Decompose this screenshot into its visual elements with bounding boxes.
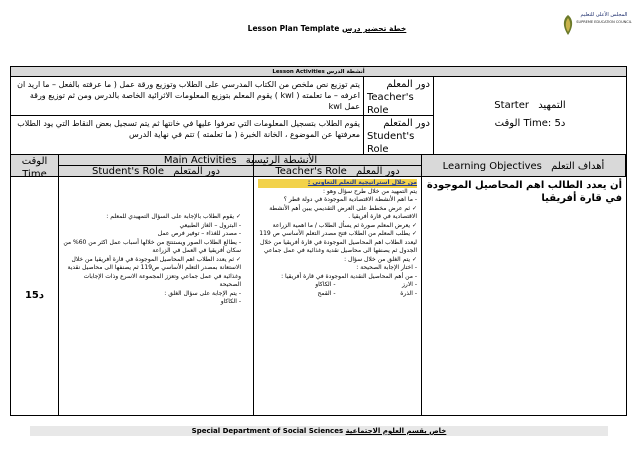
student-item: - يتم الإجابة على سؤال الغلق : bbox=[164, 289, 241, 297]
title-en: Lesson Plan Template bbox=[247, 24, 340, 33]
starter-teacher-role-en: Teacher's Role bbox=[367, 92, 414, 116]
starter-time-value: 5د bbox=[554, 118, 566, 129]
starter-time bbox=[434, 117, 626, 130]
strategy-label: من خلال استراتيجية التعلم التعاوني : bbox=[258, 179, 417, 188]
footer-text-ar: خاص بقسم العلوم الاجتماعية bbox=[345, 427, 447, 435]
main-header-row bbox=[11, 155, 626, 177]
activities-label: Lesson Activities أنشطة الدرس bbox=[272, 69, 365, 75]
activities-header-row bbox=[11, 67, 626, 77]
student-role-header-en: Student's Role bbox=[92, 166, 165, 176]
starter-role-labels bbox=[364, 77, 434, 154]
time-header bbox=[11, 155, 59, 176]
main-activities-header bbox=[59, 155, 422, 166]
objective-cell bbox=[422, 177, 626, 415]
student-item: ✓ ثم يعدد الطلاب اهم المحاصيل الموجودة في قارة أفريقيا من خلال الاستعانة بمصدر التعلم الأساسي ص119 ثم يصنفها الى محاصيل نقدية وغذائية في عمل جماعي وتعزز المجموعة الاسرع وذات الإجابات الصحيحة bbox=[67, 255, 241, 288]
student-item: - الكاكاو bbox=[220, 298, 241, 305]
starter-time-label: الوقت Time: bbox=[494, 118, 552, 129]
teacher-role-header-en: Teacher's Role bbox=[275, 166, 347, 176]
starter-content bbox=[11, 77, 364, 154]
student-item: - مصدر للغذاء – توفير فرص عمل bbox=[157, 230, 241, 237]
teacher-role-header-ar: دور المعلم bbox=[355, 166, 400, 176]
time-cell bbox=[11, 177, 59, 415]
starter-label-ar: التمهيد bbox=[538, 100, 566, 111]
student-item: - يطالع الطلاب الصور ويستنتج من خلالها أسباب عمل اكثر من 60% من سكان أفريقيا في العمل في الزراعة bbox=[63, 238, 241, 254]
objectives-header bbox=[422, 155, 626, 176]
logo-icon bbox=[560, 14, 576, 36]
starter-teacher-role bbox=[364, 77, 433, 116]
starter-student-text: يقوم الطلاب بتسجيل المعلومات التي تعرفوا عليها في خانتها ثم يتم تسجيل بعض النقاط التي يود الطلاب معرفتها عن الموضوع ، الخانة الخبرة ( ما تعلمته ) تتم في نهاية الدرس bbox=[17, 119, 360, 139]
footer bbox=[30, 426, 608, 436]
starter-student-role bbox=[364, 116, 433, 154]
teacher-line: ✓ يطلب المعلم من الطلاب فتح مصدر التعلم الأساسي ص 119 ليعدد الطلاب اهم المحاصيل الموجودة في قارة أفريقيا من خلال الجدول ثم يصنفها الى محاصيل نقدية وغذائية في عمل جماعي bbox=[259, 230, 417, 254]
starter-label bbox=[434, 99, 626, 112]
answer-options bbox=[258, 281, 417, 298]
page-title bbox=[232, 24, 422, 33]
teacher-line: - اختار الإجابة الصحيحة : bbox=[356, 264, 417, 271]
objective-text: أن يعدد الطالب اهم المحاصيل الموجودة في قارة أفريقيا bbox=[426, 180, 622, 204]
teacher-role-header-text bbox=[254, 165, 421, 176]
teacher-line: ✓ يتم الغلق من خلال سؤال : bbox=[344, 255, 417, 263]
teacher-line: ✓ ثم عرض مخطط على العرض التقديمي يبين أهم الأنشطة الاقتصادية في قارة أفريقيا . bbox=[269, 204, 417, 220]
time-header-ar: الوقت bbox=[21, 156, 48, 167]
logo-text-ar: المجلس الأعلى للتعليم bbox=[580, 12, 628, 18]
time-header-en: Time bbox=[22, 169, 47, 176]
starter-teacher-text: يتم توزيع نص ملخص من الكتاب المدرسي على الطلاب وتوزيع ورقة عمل ( ما عرفته بالفعل – ما اريد ان اعرفه – ما تعلمته ( kwl ) يقوم المعلم بتوزيع المعلومات الاثرائية الخاصة بالدرس ومن ثم توزيع ورقة عمل kwl bbox=[11, 77, 363, 116]
answer-option: - الارز bbox=[402, 281, 417, 288]
teacher-activity-block bbox=[254, 177, 421, 298]
starter-row bbox=[11, 77, 626, 155]
objectives-header-text bbox=[422, 160, 625, 173]
student-item: - البترول – الغاز الطبيعي bbox=[179, 221, 241, 229]
student-role-header-ar: دور المتعلم bbox=[173, 166, 220, 176]
answer-option: - الكاكاو bbox=[315, 281, 336, 288]
student-activity-list bbox=[59, 177, 253, 307]
answer-option: - الذرة bbox=[400, 289, 417, 297]
starter-label-en: Starter bbox=[494, 100, 529, 111]
lesson-plan-table bbox=[10, 66, 627, 416]
logo-text-en: SUPREME EDUCATION COUNCIL bbox=[576, 20, 632, 24]
logo bbox=[560, 6, 632, 50]
teacher-line: - ما اهم الأنشطة الاقتصادية الموجودة في دولة قطر ؟ bbox=[283, 196, 417, 203]
starter-teacher-role-ar: دور المعلم bbox=[386, 79, 430, 90]
teacher-line: يتم التمهيد من خلال طرح سؤال وهو : bbox=[322, 187, 417, 195]
main-content-row bbox=[11, 177, 626, 415]
main-activities-header-en: Main Activities bbox=[163, 155, 237, 166]
student-item: ✓ يقوم الطلاب بالإجابة على السؤال التمهيدي للمعلم : bbox=[106, 213, 241, 220]
objectives-header-ar: أهداف التعلم bbox=[551, 161, 605, 172]
footer-text-en: Special Department of Social Sciences bbox=[191, 427, 344, 435]
student-role-header-text bbox=[59, 165, 253, 176]
starter-student-role-en: Student's Role bbox=[367, 131, 415, 154]
title-ar: خطة تحضير درس bbox=[341, 24, 407, 33]
student-role-cell bbox=[59, 177, 254, 415]
starter-student-role-ar: دور المتعلم bbox=[383, 118, 430, 129]
answer-option: - القمح bbox=[317, 289, 336, 297]
starter-label-cell bbox=[434, 77, 626, 154]
main-activities-header-ar: الأنشطة الرئيسية bbox=[245, 155, 318, 166]
teacher-role-cell bbox=[254, 177, 422, 415]
time-value: 15د bbox=[24, 290, 45, 301]
objectives-header-en: Learning Objectives bbox=[442, 161, 542, 172]
teacher-line: - من أهم المحاصيل النقدية الموجودة في قارة أفريقيا : bbox=[281, 272, 417, 280]
teacher-line: ✓ يعرض المعلم صورة ثم يسأل الطلاب / ما اهمية الزراعة bbox=[272, 221, 417, 229]
